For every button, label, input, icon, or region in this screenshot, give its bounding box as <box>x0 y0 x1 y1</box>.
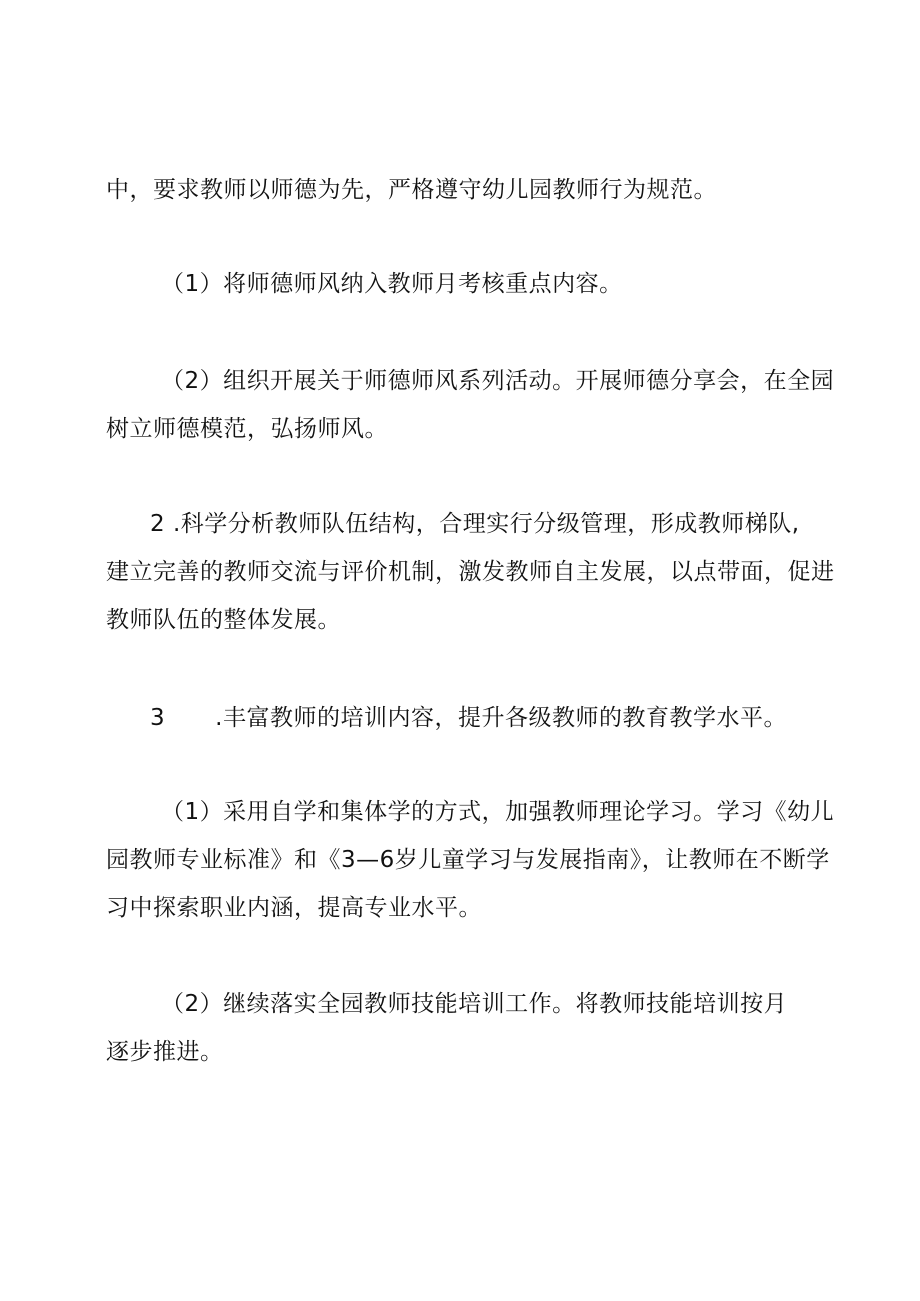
numbered-item-line <box>150 702 787 734</box>
item-number: 3 <box>150 705 166 731</box>
list-item-line: 树立师德模范，弘扬师风。 <box>106 416 388 442</box>
list-item-line: 园教师专业标准》和《3—6岁儿童学习与发展指南》，让教师在不断学 <box>106 847 830 873</box>
list-item-line: 习中探索职业内涵，提高专业水平。 <box>106 895 482 921</box>
numbered-item-line: 2 .科学分析教师队伍结构，合理实行分级管理，形成教师梯队, <box>150 511 800 537</box>
list-item-line: 逐步推进。 <box>106 1039 224 1065</box>
item-text: .丰富教师的培训内容，提升各级教师的教育教学水平。 <box>215 705 787 731</box>
list-item-line: （1）将师德师风纳入教师月考核重点内容。 <box>161 271 623 297</box>
numbered-item-line: 教师队伍的整体发展。 <box>106 607 341 633</box>
paragraph-line: 中，要求教师以师德为先，严格遵守幼儿园教师行为规范。 <box>106 177 717 203</box>
list-item-line: （1）采用自学和集体学的方式，加强教师理论学习。学习《幼儿 <box>161 799 835 825</box>
numbered-item-line: 建立完善的教师交流与评价机制，激发教师自主发展，以点带面，促进 <box>106 559 835 585</box>
list-item-line: （2）继续落实全园教师技能培训工作。将教师技能培训按月 <box>161 991 788 1017</box>
list-item-line: （2）组织开展关于师德师风系列活动。开展师德分享会，在全园 <box>161 368 835 394</box>
